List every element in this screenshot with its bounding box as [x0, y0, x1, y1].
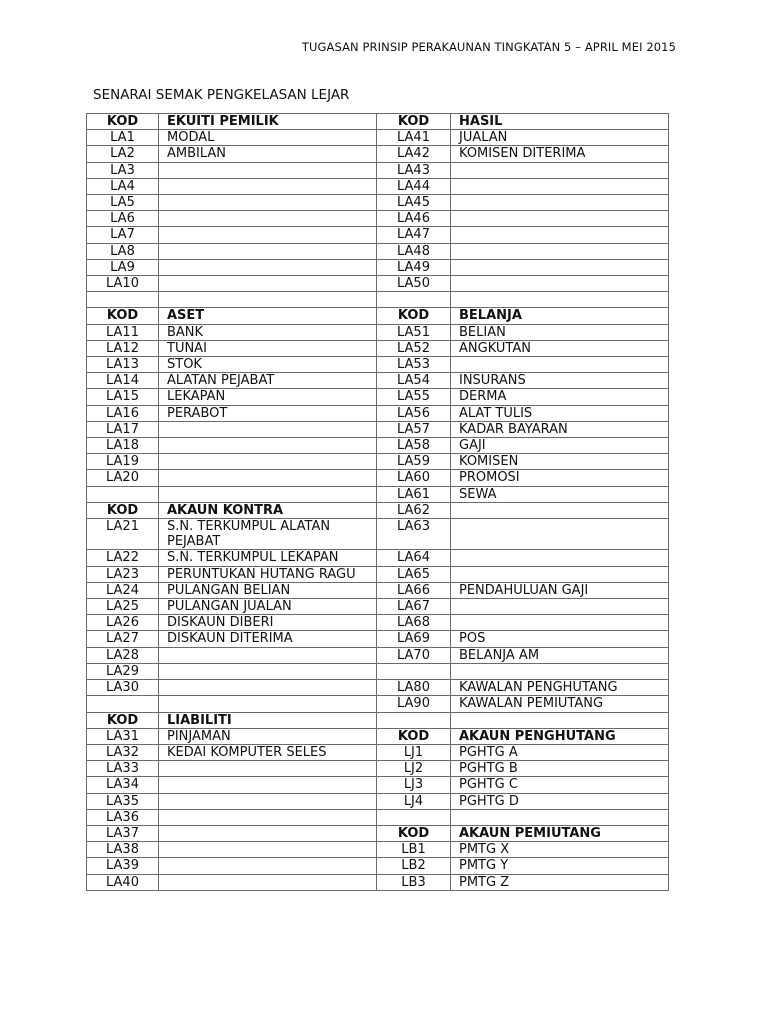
account-cell-right: PENDAHULUAN GAJI	[451, 582, 669, 598]
account-cell-right: AKAUN PEMIUTANG	[451, 825, 669, 841]
code-cell-right: LJ1	[377, 744, 451, 760]
account-cell-right: GAJI	[451, 438, 669, 454]
account-cell-right: PGHTG A	[451, 744, 669, 760]
code-cell-left: LA28	[87, 647, 159, 663]
table-row	[87, 842, 669, 858]
code-cell-right: LA53	[377, 357, 451, 373]
code-cell-right: LA70	[377, 647, 451, 663]
code-cell-left: LA7	[87, 227, 159, 243]
code-cell-right: LJ2	[377, 761, 451, 777]
code-cell-left: LA31	[87, 728, 159, 744]
code-cell-left: LA25	[87, 599, 159, 615]
account-cell-left	[159, 486, 377, 502]
account-cell-right: DERMA	[451, 389, 669, 405]
account-cell-left: LIABILITI	[159, 712, 377, 728]
code-cell-left: LA10	[87, 276, 159, 292]
account-cell-left	[159, 178, 377, 194]
code-cell-left: LA18	[87, 438, 159, 454]
code-cell-right: LA63	[377, 519, 451, 550]
table-row	[87, 130, 669, 146]
code-cell-right: LA43	[377, 162, 451, 178]
code-cell-left: LA26	[87, 615, 159, 631]
code-cell-right: LA48	[377, 243, 451, 259]
table-row	[87, 744, 669, 760]
account-cell-left	[159, 470, 377, 486]
code-cell-left: LA5	[87, 195, 159, 211]
account-cell-right: JUALAN	[451, 130, 669, 146]
code-cell-right: KOD	[377, 114, 451, 130]
code-cell-right: LA57	[377, 421, 451, 437]
code-cell-left: LA3	[87, 162, 159, 178]
table-row	[87, 712, 669, 728]
account-cell-left	[159, 777, 377, 793]
account-cell-left	[159, 421, 377, 437]
account-cell-left	[159, 793, 377, 809]
code-cell-right: LA46	[377, 211, 451, 227]
account-cell-right	[451, 162, 669, 178]
account-cell-right: PGHTG D	[451, 793, 669, 809]
account-cell-left: AMBILAN	[159, 146, 377, 162]
account-cell-right: POS	[451, 631, 669, 647]
ledger-classification-table	[86, 113, 669, 891]
account-cell-left	[159, 162, 377, 178]
code-cell-left: LA37	[87, 825, 159, 841]
code-cell-right: LA52	[377, 340, 451, 356]
code-cell-left: LA33	[87, 761, 159, 777]
account-cell-right	[451, 195, 669, 211]
account-cell-left	[159, 842, 377, 858]
table-row	[87, 276, 669, 292]
table-row	[87, 389, 669, 405]
account-cell-right: BELANJA	[451, 308, 669, 324]
code-cell-left: LA8	[87, 243, 159, 259]
account-cell-left: KEDAI KOMPUTER SELES	[159, 744, 377, 760]
table-row	[87, 599, 669, 615]
account-cell-left	[159, 809, 377, 825]
table-row	[87, 114, 669, 130]
table-row	[87, 373, 669, 389]
account-cell-right	[451, 357, 669, 373]
code-cell-right: LA69	[377, 631, 451, 647]
account-cell-left	[159, 211, 377, 227]
table-row	[87, 340, 669, 356]
code-cell-right	[377, 663, 451, 679]
account-cell-left: PULANGAN JUALAN	[159, 599, 377, 615]
ledger-table-body	[87, 114, 669, 891]
table-row	[87, 243, 669, 259]
account-cell-right	[451, 663, 669, 679]
code-cell-right: LJ4	[377, 793, 451, 809]
account-cell-right	[451, 566, 669, 582]
code-cell-left: KOD	[87, 114, 159, 130]
account-cell-right: KOMISEN DITERIMA	[451, 146, 669, 162]
code-cell-right: LA66	[377, 582, 451, 598]
code-cell-right: LA64	[377, 550, 451, 566]
account-cell-left	[159, 647, 377, 663]
account-cell-right: INSURANS	[451, 373, 669, 389]
code-cell-right: LA90	[377, 696, 451, 712]
table-row	[87, 680, 669, 696]
table-row	[87, 259, 669, 275]
code-cell-right	[377, 712, 451, 728]
account-cell-right	[451, 809, 669, 825]
account-cell-left	[159, 663, 377, 679]
table-row	[87, 211, 669, 227]
account-cell-right: KAWALAN PENGHUTANG	[451, 680, 669, 696]
code-cell-left	[87, 486, 159, 502]
account-cell-left	[159, 761, 377, 777]
table-row	[87, 566, 669, 582]
table-row	[87, 809, 669, 825]
table-row	[87, 146, 669, 162]
account-cell-right	[451, 227, 669, 243]
account-cell-left: DISKAUN DIBERI	[159, 615, 377, 631]
account-cell-right	[451, 712, 669, 728]
account-cell-left	[159, 292, 377, 308]
code-cell-left: LA35	[87, 793, 159, 809]
account-cell-right: ANGKUTAN	[451, 340, 669, 356]
account-cell-left: PULANGAN BELIAN	[159, 582, 377, 598]
code-cell-left: LA40	[87, 874, 159, 890]
code-cell-left: LA21	[87, 519, 159, 550]
code-cell-right: LA50	[377, 276, 451, 292]
account-cell-left	[159, 874, 377, 890]
code-cell-right: LA61	[377, 486, 451, 502]
account-cell-right	[451, 211, 669, 227]
code-cell-left: LA36	[87, 809, 159, 825]
account-cell-left: MODAL	[159, 130, 377, 146]
code-cell-left: LA13	[87, 357, 159, 373]
account-cell-left: ASET	[159, 308, 377, 324]
account-cell-right: BELANJA AM	[451, 647, 669, 663]
account-cell-right: PGHTG C	[451, 777, 669, 793]
account-cell-right	[451, 259, 669, 275]
account-cell-left	[159, 696, 377, 712]
code-cell-right: LB2	[377, 858, 451, 874]
code-cell-right: LA41	[377, 130, 451, 146]
table-row	[87, 728, 669, 744]
code-cell-left	[87, 696, 159, 712]
table-row	[87, 858, 669, 874]
code-cell-left: LA4	[87, 178, 159, 194]
code-cell-right	[377, 292, 451, 308]
account-cell-right: ALAT TULIS	[451, 405, 669, 421]
code-cell-left: LA23	[87, 566, 159, 582]
account-cell-right	[451, 615, 669, 631]
table-row	[87, 454, 669, 470]
account-cell-left: ALATAN PEJABAT	[159, 373, 377, 389]
account-cell-right: KAWALAN PEMIUTANG	[451, 696, 669, 712]
code-cell-left: LA15	[87, 389, 159, 405]
account-cell-right: KOMISEN	[451, 454, 669, 470]
account-cell-right	[451, 599, 669, 615]
code-cell-right: LA44	[377, 178, 451, 194]
code-cell-right: LA65	[377, 566, 451, 582]
account-cell-right: BELIAN	[451, 324, 669, 340]
code-cell-left: LA6	[87, 211, 159, 227]
account-cell-right: PMTG X	[451, 842, 669, 858]
code-cell-left: LA16	[87, 405, 159, 421]
account-cell-left: TUNAI	[159, 340, 377, 356]
account-cell-left	[159, 454, 377, 470]
code-cell-left: LA30	[87, 680, 159, 696]
account-cell-right: PROMOSI	[451, 470, 669, 486]
code-cell-left: LA2	[87, 146, 159, 162]
code-cell-left: KOD	[87, 712, 159, 728]
code-cell-right: LA47	[377, 227, 451, 243]
account-cell-left: S.N. TERKUMPUL LEKAPAN	[159, 550, 377, 566]
account-cell-right	[451, 550, 669, 566]
account-cell-left: EKUITI PEMILIK	[159, 114, 377, 130]
code-cell-left: LA29	[87, 663, 159, 679]
code-cell-left: KOD	[87, 502, 159, 518]
table-row	[87, 761, 669, 777]
table-row	[87, 615, 669, 631]
account-cell-left	[159, 227, 377, 243]
code-cell-left: LA11	[87, 324, 159, 340]
account-cell-right	[451, 292, 669, 308]
account-cell-right	[451, 519, 669, 550]
account-cell-right: AKAUN PENGHUTANG	[451, 728, 669, 744]
table-row	[87, 324, 669, 340]
code-cell-right: LA51	[377, 324, 451, 340]
table-row	[87, 308, 669, 324]
table-row	[87, 519, 669, 550]
code-cell-left: LA1	[87, 130, 159, 146]
account-cell-right	[451, 178, 669, 194]
table-row	[87, 470, 669, 486]
page-header: TUGASAN PRINSIP PERAKAUNAN TINGKATAN 5 – APRIL MEI 2015	[301, 40, 676, 54]
code-cell-right: LA58	[377, 438, 451, 454]
table-row	[87, 696, 669, 712]
account-cell-left: PINJAMAN	[159, 728, 377, 744]
code-cell-right: LA60	[377, 470, 451, 486]
code-cell-left: KOD	[87, 308, 159, 324]
code-cell-right: LA62	[377, 502, 451, 518]
account-cell-left	[159, 825, 377, 841]
code-cell-right: KOD	[377, 308, 451, 324]
code-cell-left: LA22	[87, 550, 159, 566]
code-cell-right: LA42	[377, 146, 451, 162]
account-cell-right: HASIL	[451, 114, 669, 130]
code-cell-right: LA59	[377, 454, 451, 470]
account-cell-left	[159, 680, 377, 696]
code-cell-right: LA67	[377, 599, 451, 615]
table-row	[87, 195, 669, 211]
code-cell-right: LB3	[377, 874, 451, 890]
table-row	[87, 777, 669, 793]
account-cell-left: PERUNTUKAN HUTANG RAGU	[159, 566, 377, 582]
table-row	[87, 647, 669, 663]
table-row	[87, 227, 669, 243]
code-cell-left: LA20	[87, 470, 159, 486]
table-row	[87, 550, 669, 566]
code-cell-left	[87, 292, 159, 308]
code-cell-right	[377, 809, 451, 825]
code-cell-left: LA39	[87, 858, 159, 874]
code-cell-right: LB1	[377, 842, 451, 858]
code-cell-left: LA17	[87, 421, 159, 437]
table-row	[87, 162, 669, 178]
code-cell-right: LA49	[377, 259, 451, 275]
account-cell-right: SEWA	[451, 486, 669, 502]
account-cell-left	[159, 195, 377, 211]
account-cell-left: STOK	[159, 357, 377, 373]
code-cell-right: LA45	[377, 195, 451, 211]
code-cell-right: LA56	[377, 405, 451, 421]
code-cell-left: LA34	[87, 777, 159, 793]
code-cell-right: KOD	[377, 825, 451, 841]
code-cell-right: LA68	[377, 615, 451, 631]
code-cell-left: LA14	[87, 373, 159, 389]
account-cell-left	[159, 259, 377, 275]
code-cell-right: KOD	[377, 728, 451, 744]
code-cell-left: LA38	[87, 842, 159, 858]
table-row	[87, 357, 669, 373]
table-row	[87, 631, 669, 647]
account-cell-left	[159, 858, 377, 874]
table-row	[87, 405, 669, 421]
account-cell-right	[451, 502, 669, 518]
account-cell-right: PGHTG B	[451, 761, 669, 777]
code-cell-right: LJ3	[377, 777, 451, 793]
code-cell-left: LA27	[87, 631, 159, 647]
account-cell-right	[451, 276, 669, 292]
code-cell-left: LA9	[87, 259, 159, 275]
account-cell-right	[451, 243, 669, 259]
code-cell-right: LA54	[377, 373, 451, 389]
account-cell-left	[159, 276, 377, 292]
account-cell-left: PERABOT	[159, 405, 377, 421]
code-cell-right: LA55	[377, 389, 451, 405]
account-cell-left: DISKAUN DITERIMA	[159, 631, 377, 647]
table-row	[87, 793, 669, 809]
code-cell-right: LA80	[377, 680, 451, 696]
account-cell-right: PMTG Y	[451, 858, 669, 874]
table-row	[87, 663, 669, 679]
table-row	[87, 178, 669, 194]
table-row	[87, 874, 669, 890]
account-cell-right: KADAR BAYARAN	[451, 421, 669, 437]
code-cell-left: LA12	[87, 340, 159, 356]
code-cell-left: LA32	[87, 744, 159, 760]
code-cell-left: LA19	[87, 454, 159, 470]
document-title: SENARAI SEMAK PENGKELASAN LEJAR	[93, 87, 350, 103]
account-cell-left: AKAUN KONTRA	[159, 502, 377, 518]
table-row	[87, 438, 669, 454]
account-cell-right: PMTG Z	[451, 874, 669, 890]
table-row	[87, 421, 669, 437]
table-row	[87, 825, 669, 841]
table-row	[87, 502, 669, 518]
account-cell-left	[159, 243, 377, 259]
table-row	[87, 582, 669, 598]
account-cell-left	[159, 438, 377, 454]
account-cell-left: LEKAPAN	[159, 389, 377, 405]
account-cell-left: S.N. TERKUMPUL ALATAN PEJABAT	[159, 519, 377, 550]
table-row	[87, 486, 669, 502]
account-cell-left: BANK	[159, 324, 377, 340]
table-row	[87, 292, 669, 308]
code-cell-left: LA24	[87, 582, 159, 598]
